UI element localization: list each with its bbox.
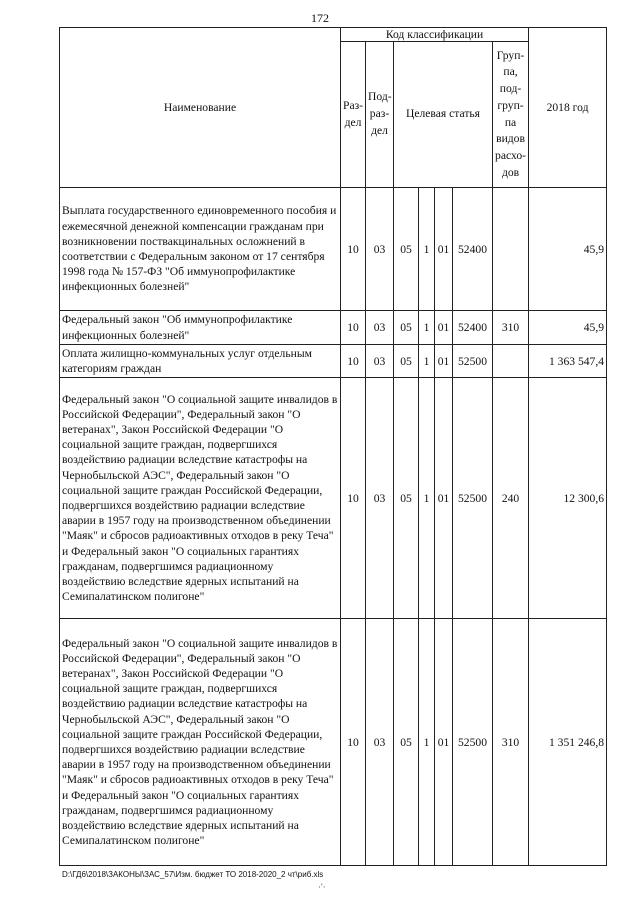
table-row: [60, 311, 607, 345]
row-amount: 1 363 547,4: [529, 345, 607, 378]
row-target-direction: 52400: [453, 188, 493, 311]
header-group: Груп- па, под- груп- па видов расхо- дов: [493, 42, 529, 188]
header-subsection: Под- раз- дел: [366, 42, 394, 188]
row-section: 10: [341, 311, 366, 345]
row-target-event: 01: [435, 378, 453, 619]
table-row: [60, 378, 607, 619]
row-amount: 45,9: [529, 311, 607, 345]
row-target-direction: 52500: [453, 619, 493, 866]
row-target-event: 01: [435, 345, 453, 378]
header-section: Раз- дел: [341, 42, 366, 188]
row-name: Выплата государственного единовременного пособия и ежемесячной денежной компенсации гражданам при возникновении поствакцинальных осложнений в соответствии с Федеральным законом от 17 сентября 1998 года № 157-ФЗ "Об иммунопрофилактике инфекционных болезней": [60, 188, 341, 311]
table-row: [60, 619, 607, 866]
row-subsection: 03: [366, 378, 394, 619]
header-name: Наименование: [60, 28, 341, 188]
row-section: 10: [341, 188, 366, 311]
budget-table: [59, 27, 607, 866]
row-subsection: 03: [366, 619, 394, 866]
row-subsection: 03: [366, 345, 394, 378]
row-amount: 12 300,6: [529, 378, 607, 619]
row-subsection: 03: [366, 188, 394, 311]
row-group: [493, 345, 529, 378]
row-target-direction: 52500: [453, 378, 493, 619]
row-target-program: 05: [394, 345, 419, 378]
row-target-subprogram: 1: [419, 345, 435, 378]
row-subsection: 03: [366, 311, 394, 345]
row-name: Федеральный закон "О социальной защите инвалидов в Российской Федерации", Федеральный закон "О ветеранах", Закон Российской Федерации "О социальной защите граждан, подвергшихся воздействию радиации вследствие катастрофы на Чернобыльской АЭС", Федеральный закон "О социальной защите граждан Российской Федерации, подвергшихся воздействию радиации вследствие аварии в 1957 году на производственном объединении "Маяк" и сбросов радиоактивных отходов в реку Теча" и Федеральный закон "О социальных гарантиях гражданам, подвергшимся радиационному воздействию вследствие ядерных испытаний на Семипалатинском полигоне": [60, 619, 341, 866]
table-row: [60, 345, 607, 378]
scan-mark: ·'·: [318, 882, 326, 892]
page-number: 172: [311, 11, 329, 25]
row-group: 310: [493, 619, 529, 866]
header-year: 2018 год: [529, 28, 607, 188]
row-target-subprogram: 1: [419, 188, 435, 311]
row-target-direction: 52500: [453, 345, 493, 378]
row-target-event: 01: [435, 188, 453, 311]
table-row: [60, 188, 607, 311]
header-target: Целевая статья: [394, 42, 493, 188]
row-amount: 1 351 246,8: [529, 619, 607, 866]
file-path-footer: D:\ГД6\2018\ЗАКОНЫ\ЗАС_57\Изм. бюджет ТО 2018-2020_2 чт\риб.xls: [62, 870, 324, 879]
row-target-program: 05: [394, 311, 419, 345]
row-target-subprogram: 1: [419, 378, 435, 619]
row-target-direction: 52400: [453, 311, 493, 345]
row-target-event: 01: [435, 311, 453, 345]
row-name: Федеральный закон "О социальной защите инвалидов в Российской Федерации", Федеральный закон "О ветеранах", Закон Российской Федерации "О социальной защите граждан, подвергшихся воздействию радиации вследствие катастрофы на Чернобыльской АЭС", Федеральный закон "О социальной защите граждан Российской Федерации, подвергшихся воздействию радиации вследствие аварии в 1957 году на производственном объединении "Маяк" и сбросов радиоактивных отходов в реку Теча" и Федеральный закон "О социальных гарантиях гражданам, подвергшимся радиационному воздействию вследствие ядерных испытаний на Семипалатинском полигоне": [60, 378, 341, 619]
row-section: 10: [341, 378, 366, 619]
header-classification: Код классификации: [341, 28, 529, 42]
row-target-event: 01: [435, 619, 453, 866]
row-section: 10: [341, 345, 366, 378]
row-section: 10: [341, 619, 366, 866]
row-name: Оплата жилищно-коммунальных услуг отдельным категориям граждан: [60, 345, 341, 378]
row-target-subprogram: 1: [419, 619, 435, 866]
row-group: [493, 188, 529, 311]
row-target-subprogram: 1: [419, 311, 435, 345]
row-group: 310: [493, 311, 529, 345]
row-target-program: 05: [394, 188, 419, 311]
row-target-program: 05: [394, 619, 419, 866]
row-group: 240: [493, 378, 529, 619]
row-amount: 45,9: [529, 188, 607, 311]
row-target-program: 05: [394, 378, 419, 619]
row-name: Федеральный закон "Об иммунопрофилактике инфекционных болезней": [60, 311, 341, 345]
